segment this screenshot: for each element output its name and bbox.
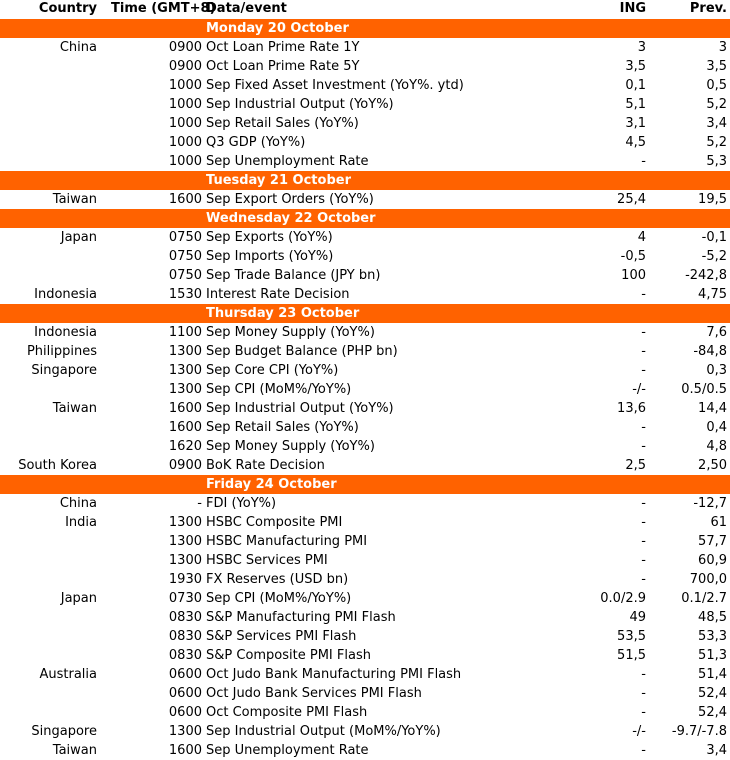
cell-event: Sep Industrial Output (YoY%) xyxy=(206,97,394,112)
day-header-label: Thursday 23 October xyxy=(206,306,360,321)
cell-ing-forecast: - xyxy=(641,572,646,587)
table-row xyxy=(0,190,730,209)
cell-event: Sep Exports (YoY%) xyxy=(206,230,333,245)
cell-previous: 3,5 xyxy=(706,59,727,74)
header-time: Time (GMT+8) xyxy=(111,1,216,16)
table-row xyxy=(0,551,730,570)
cell-country: Taiwan xyxy=(52,401,97,416)
cell-time: 0750 xyxy=(168,230,202,245)
table-row xyxy=(0,285,730,304)
cell-event: Sep Retail Sales (YoY%) xyxy=(206,116,359,131)
cell-previous: -84,8 xyxy=(693,344,727,359)
cell-previous: 2,50 xyxy=(698,458,727,473)
cell-event: Oct Judo Bank Services PMI Flash xyxy=(206,686,422,701)
cell-ing-forecast: - xyxy=(641,534,646,549)
cell-previous: 7,6 xyxy=(706,325,727,340)
cell-previous: 14,4 xyxy=(698,401,727,416)
cell-previous: 60,9 xyxy=(698,553,727,568)
cell-event: HSBC Services PMI xyxy=(206,553,328,568)
cell-ing-forecast: - xyxy=(641,553,646,568)
cell-event: Oct Judo Bank Manufacturing PMI Flash xyxy=(206,667,462,682)
cell-previous: -242,8 xyxy=(685,268,727,283)
cell-time: 0900 xyxy=(168,59,202,74)
cell-previous: -9.7/-7.8 xyxy=(671,724,727,739)
cell-time: 1620 xyxy=(168,439,202,454)
cell-previous: 0,4 xyxy=(706,420,727,435)
table-row xyxy=(0,228,730,247)
cell-event: Q3 GDP (YoY%) xyxy=(206,135,306,150)
cell-ing-forecast: - xyxy=(641,420,646,435)
table-row xyxy=(0,665,730,684)
cell-country: South Korea xyxy=(18,458,97,473)
cell-ing-forecast: 49 xyxy=(629,610,646,625)
cell-previous: 4,8 xyxy=(706,439,727,454)
cell-ing-forecast: - xyxy=(641,287,646,302)
table-row xyxy=(0,570,730,589)
table-row xyxy=(0,380,730,399)
cell-time: 1000 xyxy=(168,78,202,93)
cell-ing-forecast: - xyxy=(641,154,646,169)
day-header-bar xyxy=(0,19,730,38)
cell-ing-forecast: 4,5 xyxy=(625,135,646,150)
cell-ing-forecast: 2,5 xyxy=(625,458,646,473)
cell-event: HSBC Composite PMI xyxy=(206,515,343,530)
day-header-label: Tuesday 21 October xyxy=(206,173,351,188)
cell-event: Sep Budget Balance (PHP bn) xyxy=(206,344,398,359)
cell-country: Singapore xyxy=(31,724,97,739)
table-row xyxy=(0,608,730,627)
cell-time: 1300 xyxy=(168,344,202,359)
cell-country: China xyxy=(59,496,97,511)
cell-country: Indonesia xyxy=(34,325,97,340)
cell-event: Interest Rate Decision xyxy=(206,287,350,302)
cell-time: 0830 xyxy=(168,629,202,644)
cell-country: Japan xyxy=(60,230,97,245)
cell-ing-forecast: - xyxy=(641,686,646,701)
cell-ing-forecast: 100 xyxy=(621,268,646,283)
cell-time: 0830 xyxy=(168,648,202,663)
table-row xyxy=(0,95,730,114)
cell-ing-forecast: -/- xyxy=(632,724,646,739)
cell-ing-forecast: - xyxy=(641,325,646,340)
cell-previous: -12,7 xyxy=(693,496,727,511)
table-row xyxy=(0,418,730,437)
cell-country: Singapore xyxy=(31,363,97,378)
cell-ing-forecast: -/- xyxy=(632,382,646,397)
cell-time: 1100 xyxy=(168,325,202,340)
cell-time: 1930 xyxy=(168,572,202,587)
cell-previous: 5,3 xyxy=(706,154,727,169)
table-row xyxy=(0,152,730,171)
table-row xyxy=(0,133,730,152)
cell-time: 0600 xyxy=(168,686,202,701)
cell-previous: 19,5 xyxy=(698,192,727,207)
cell-event: Sep Unemployment Rate xyxy=(206,154,369,169)
cell-ing-forecast: 4 xyxy=(637,230,646,245)
table-row xyxy=(0,266,730,285)
cell-time: 1000 xyxy=(168,154,202,169)
cell-event: S&P Manufacturing PMI Flash xyxy=(206,610,396,625)
cell-previous: 5,2 xyxy=(706,97,727,112)
cell-previous: 0.5/0.5 xyxy=(681,382,727,397)
cell-event: Sep Money Supply (YoY%) xyxy=(206,439,375,454)
cell-time: 0900 xyxy=(168,458,202,473)
cell-event: HSBC Manufacturing PMI xyxy=(206,534,368,549)
cell-ing-forecast: - xyxy=(641,743,646,758)
table-row xyxy=(0,247,730,266)
day-header-label: Wednesday 22 October xyxy=(206,211,376,226)
table-row xyxy=(0,323,730,342)
table-row xyxy=(0,76,730,95)
cell-previous: 51,4 xyxy=(698,667,727,682)
table-row xyxy=(0,741,730,760)
cell-ing-forecast: - xyxy=(641,705,646,720)
cell-ing-forecast: 0.0/2.9 xyxy=(600,591,646,606)
cell-ing-forecast: 53,5 xyxy=(617,629,646,644)
cell-time: 1600 xyxy=(168,420,202,435)
cell-time: 1300 xyxy=(168,553,202,568)
cell-time: - xyxy=(197,496,202,511)
cell-time: 0900 xyxy=(168,40,202,55)
cell-event: BoK Rate Decision xyxy=(206,458,325,473)
table-row xyxy=(0,57,730,76)
cell-ing-forecast: 3,5 xyxy=(625,59,646,74)
day-header-row xyxy=(0,209,730,228)
cell-previous: 3 xyxy=(718,40,727,55)
cell-time: 1300 xyxy=(168,363,202,378)
cell-previous: 5,2 xyxy=(706,135,727,150)
cell-country: India xyxy=(65,515,97,530)
table-row xyxy=(0,627,730,646)
cell-time: 0600 xyxy=(168,705,202,720)
day-header-row xyxy=(0,171,730,190)
cell-previous: 0.1/2.7 xyxy=(681,591,727,606)
cell-previous: -5,2 xyxy=(701,249,727,264)
table-row xyxy=(0,494,730,513)
cell-event: Sep Industrial Output (YoY%) xyxy=(206,401,394,416)
table-row xyxy=(0,589,730,608)
cell-country: Australia xyxy=(39,667,97,682)
table-row xyxy=(0,361,730,380)
table-row xyxy=(0,399,730,418)
cell-event: Sep Trade Balance (JPY bn) xyxy=(206,268,381,283)
cell-event: FDI (YoY%) xyxy=(206,496,277,511)
header-ing: ING xyxy=(619,1,646,16)
cell-event: FX Reserves (USD bn) xyxy=(206,572,349,587)
cell-event: Sep Export Orders (YoY%) xyxy=(206,192,374,207)
table-row xyxy=(0,437,730,456)
cell-ing-forecast: 3,1 xyxy=(625,116,646,131)
header-country: Country xyxy=(38,1,97,16)
table-row xyxy=(0,342,730,361)
day-header-row xyxy=(0,475,730,494)
table-row xyxy=(0,114,730,133)
cell-time: 1000 xyxy=(168,135,202,150)
cell-time: 1530 xyxy=(168,287,202,302)
cell-event: Sep Industrial Output (MoM%/YoY%) xyxy=(206,724,441,739)
cell-event: Oct Composite PMI Flash xyxy=(206,705,368,720)
cell-event: Sep CPI (MoM%/YoY%) xyxy=(206,591,352,606)
cell-time: 1600 xyxy=(168,192,202,207)
cell-ing-forecast: 5,1 xyxy=(625,97,646,112)
cell-ing-forecast: - xyxy=(641,515,646,530)
table-row xyxy=(0,456,730,475)
day-header-bar xyxy=(0,171,730,190)
table-row xyxy=(0,703,730,722)
cell-ing-forecast: 25,4 xyxy=(617,192,646,207)
cell-previous: 57,7 xyxy=(698,534,727,549)
cell-event: Sep CPI (MoM%/YoY%) xyxy=(206,382,352,397)
header-prev: Prev. xyxy=(689,1,727,16)
day-header-bar xyxy=(0,304,730,323)
cell-time: 1000 xyxy=(168,116,202,131)
cell-time: 0730 xyxy=(168,591,202,606)
cell-previous: 52,4 xyxy=(698,705,727,720)
cell-country: Japan xyxy=(60,591,97,606)
cell-ing-forecast: 3 xyxy=(637,40,646,55)
day-header-label: Friday 24 October xyxy=(206,477,337,492)
cell-ing-forecast: 0,1 xyxy=(625,78,646,93)
cell-time: 1300 xyxy=(168,534,202,549)
cell-previous: 4,75 xyxy=(698,287,727,302)
cell-country: Taiwan xyxy=(52,192,97,207)
cell-time: 0830 xyxy=(168,610,202,625)
cell-ing-forecast: - xyxy=(641,363,646,378)
table-header xyxy=(0,0,730,19)
cell-time: 0750 xyxy=(168,249,202,264)
cell-time: 1300 xyxy=(168,382,202,397)
cell-ing-forecast: -0,5 xyxy=(620,249,646,264)
cell-country: Philippines xyxy=(26,344,97,359)
cell-ing-forecast: - xyxy=(641,496,646,511)
cell-time: 1600 xyxy=(168,401,202,416)
cell-ing-forecast: 51,5 xyxy=(617,648,646,663)
table-row xyxy=(0,532,730,551)
cell-event: Sep Core CPI (YoY%) xyxy=(206,363,339,378)
cell-country: China xyxy=(59,40,97,55)
day-header-row xyxy=(0,19,730,38)
cell-ing-forecast: - xyxy=(641,344,646,359)
cell-time: 0750 xyxy=(168,268,202,283)
cell-previous: 61 xyxy=(710,515,727,530)
cell-event: Sep Imports (YoY%) xyxy=(206,249,334,264)
table-body xyxy=(0,19,730,760)
cell-event: S&P Composite PMI Flash xyxy=(206,648,371,663)
cell-previous: 3,4 xyxy=(706,116,727,131)
cell-previous: 0,5 xyxy=(706,78,727,93)
cell-event: Oct Loan Prime Rate 1Y xyxy=(206,40,360,55)
cell-event: Sep Unemployment Rate xyxy=(206,743,369,758)
cell-event: Sep Fixed Asset Investment (YoY%. ytd) xyxy=(206,78,464,93)
table-row xyxy=(0,722,730,741)
cell-ing-forecast: - xyxy=(641,439,646,454)
header-event: Data/event xyxy=(206,1,287,16)
cell-country: Indonesia xyxy=(34,287,97,302)
cell-previous: 3,4 xyxy=(706,743,727,758)
cell-time: 1300 xyxy=(168,724,202,739)
cell-time: 0600 xyxy=(168,667,202,682)
cell-time: 1000 xyxy=(168,97,202,112)
cell-event: Oct Loan Prime Rate 5Y xyxy=(206,59,360,74)
cell-ing-forecast: 13,6 xyxy=(617,401,646,416)
cell-previous: 52,4 xyxy=(698,686,727,701)
day-header-row xyxy=(0,304,730,323)
cell-event: Sep Money Supply (YoY%) xyxy=(206,325,375,340)
cell-previous: 48,5 xyxy=(698,610,727,625)
cell-previous: 700,0 xyxy=(689,572,727,587)
cell-event: Sep Retail Sales (YoY%) xyxy=(206,420,359,435)
cell-ing-forecast: - xyxy=(641,667,646,682)
table-row xyxy=(0,38,730,57)
table-row xyxy=(0,684,730,703)
cell-previous: -0,1 xyxy=(701,230,727,245)
cell-previous: 51,3 xyxy=(698,648,727,663)
cell-country: Taiwan xyxy=(52,743,97,758)
day-header-label: Monday 20 October xyxy=(206,21,349,36)
day-header-bar xyxy=(0,475,730,494)
cell-previous: 0,3 xyxy=(706,363,727,378)
cell-previous: 53,3 xyxy=(698,629,727,644)
cell-time: 1600 xyxy=(168,743,202,758)
cell-event: S&P Services PMI Flash xyxy=(206,629,357,644)
table-row xyxy=(0,646,730,665)
cell-time: 1300 xyxy=(168,515,202,530)
table-row xyxy=(0,513,730,532)
